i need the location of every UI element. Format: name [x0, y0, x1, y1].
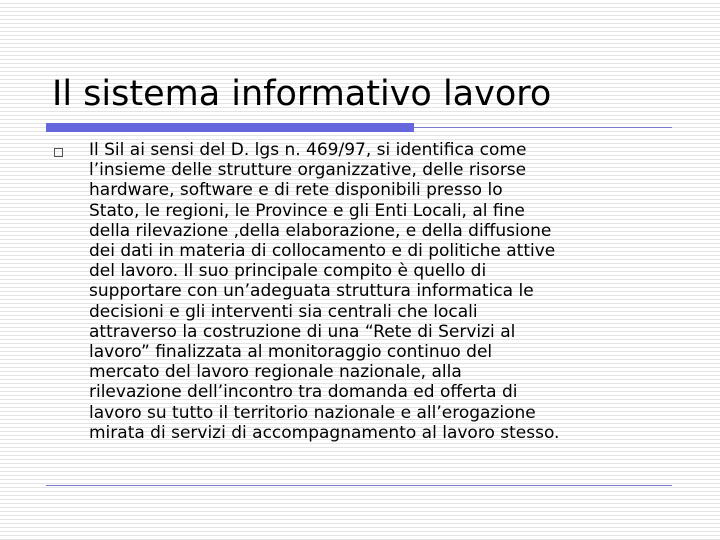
title-underline-accent-bar [46, 123, 414, 132]
bullet-text: Il Sil ai sensi del D. lgs n. 469/97, si identifica come l’insieme delle strutture organizzative, delle risorse hardware, software e di rete disponibili presso lo Stato, le regioni, le Province e gli Enti Locali, al fine della rilevazione ,della elaborazione, e della diffusione dei dati in materia di collocamento e di politiche attive del lavoro. Il suo principale compito è quello di supportare con un’adeguata struttura informatica le decisioni e gli interventi sia centrali che locali attraverso la costruzione di una “Rete di Servizi al lavoro” finalizzata al monitoraggio continuo del mercato del lavoro regionale nazionale, alla rilevazione dell’incontro tra domanda ed offerta di lavoro su tutto il territorio nazionale e all’erogazione mirata di servizi di accompagnamento al lavoro stesso. [89, 140, 560, 443]
title-underline [46, 123, 672, 132]
footer-divider [46, 485, 672, 486]
hollow-square-bullet-icon [54, 148, 63, 157]
slide-title: Il sistema informativo lavoro [52, 74, 552, 114]
